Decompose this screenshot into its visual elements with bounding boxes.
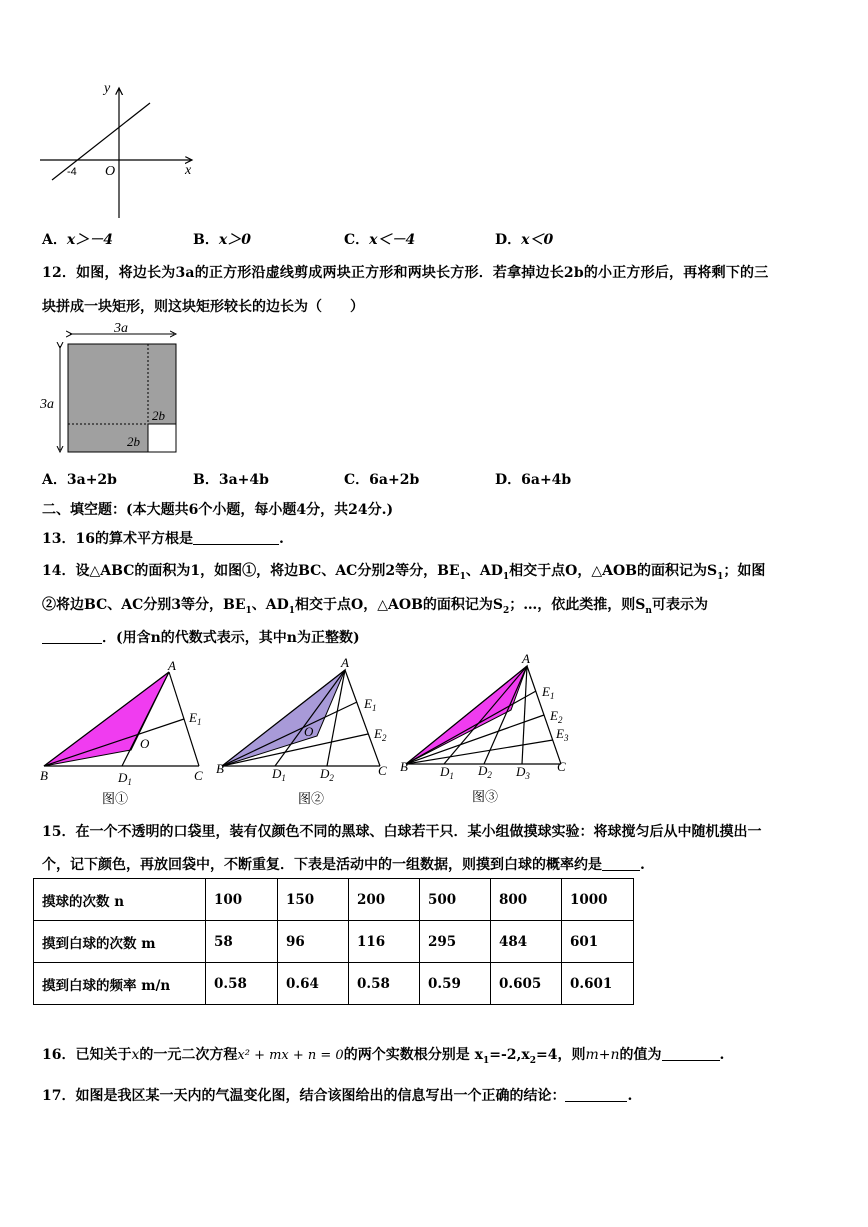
answer-blank <box>602 856 640 871</box>
table-cell: 100 <box>206 879 278 921</box>
point-e1: $E_1$ <box>189 710 202 727</box>
q11-option-d: D．x＜0 <box>495 232 554 248</box>
q12-line1: 12．如图，将边长为3a的正方形沿虚线剪成两块正方形和两块长方形．若拿掉边长2b的小正方形后，再将剩下的三 <box>42 265 769 281</box>
q17: 17．如图是我区某一天内的气温变化图，结合该图给出的信息写出一个正确的结论： . <box>42 1088 633 1104</box>
vertex-b: B <box>216 761 224 776</box>
q13: 13．16的算术平方根是 . <box>42 531 284 547</box>
point-e2: $E_2$ <box>550 708 563 725</box>
q15-table <box>33 878 634 1005</box>
q14-line2: ②将边BC、AC分别3等分，$BE_1$、$AD_1$相交于点O，△AOB的面积记为$S_2$；…，依此类推，则$S_n$可表示为 <box>42 597 708 616</box>
point-e1: $E_1$ <box>542 684 555 701</box>
q12-figure <box>36 318 186 458</box>
table-cell: 800 <box>491 879 562 921</box>
caption-fig3: 图③ <box>472 789 499 804</box>
section-heading: 二、填空题：(本大题共6个小题，每小题4分，共24分.) <box>42 502 394 518</box>
q14-line3: ．(用含n的代数式表示，其中n为正整数) <box>42 627 360 647</box>
table-row <box>34 879 634 921</box>
table-cell: 484 <box>491 921 562 963</box>
q14-figure-3 <box>396 650 576 805</box>
table-cell: 0.605 <box>491 963 562 1005</box>
point-o: O <box>304 724 314 739</box>
table-cell: 0.64 <box>278 963 349 1005</box>
answer-blank <box>42 629 102 644</box>
table-row <box>34 963 634 1005</box>
point-o: O <box>140 736 150 751</box>
y-axis-label: y <box>104 81 111 96</box>
point-d3: $D_3$ <box>516 764 530 781</box>
table-cell: 0.59 <box>420 963 491 1005</box>
q16: 16．已知关于x的一元二次方程x² + mx + n = 0的两个实数根分别是 $x_1=-2,x_2=4$，则m+n的值为 . <box>42 1047 725 1066</box>
point-d1: $D_1$ <box>440 764 454 781</box>
table-cell: 200 <box>349 879 420 921</box>
table-cell: 摸到白球的次数 m <box>34 921 206 963</box>
top-label: 3a <box>114 321 128 336</box>
q12-option-c: C．6a+2b <box>344 472 420 488</box>
q11-option-a: A．x＞－4 <box>42 232 113 248</box>
point-d1: $D_1$ <box>272 766 286 783</box>
x-axis-label: x <box>185 163 192 178</box>
caption-fig1: 图① <box>102 791 129 806</box>
vertex-a: A <box>168 658 176 673</box>
table-cell: 295 <box>420 921 491 963</box>
vertex-a: A <box>522 651 530 666</box>
q12-option-a: A．3a+2b <box>42 472 117 488</box>
q14-line1: 14．设△ABC的面积为1，如图①，将边BC、AC分别2等分，$BE_1$、$AD_1$相交于点O，△AOB的面积记为$S_1$；如图 <box>42 563 766 582</box>
table-cell: 500 <box>420 879 491 921</box>
table-cell: 601 <box>562 921 634 963</box>
table-cell: 摸球的次数 n <box>34 879 206 921</box>
vertex-c: C <box>194 768 203 783</box>
q12-option-b: B．3a+4b <box>193 472 269 488</box>
point-d2: $D_2$ <box>478 763 492 780</box>
table-row <box>34 921 634 963</box>
vertex-b: B <box>400 759 408 774</box>
point-d1: $D_1$ <box>118 770 132 787</box>
table-cell: 1000 <box>562 879 634 921</box>
table-cell: 116 <box>349 921 420 963</box>
q15-line2: 个，记下颜色，再放回袋中，不断重复．下表是活动中的一组数据，则摸到白球的概率约是 . <box>42 857 645 873</box>
table-cell: 0.58 <box>206 963 278 1005</box>
caption-fig2: 图② <box>298 791 325 806</box>
table-cell: 58 <box>206 921 278 963</box>
vertex-c: C <box>378 763 387 778</box>
table-cell: 摸到白球的频率 m/n <box>34 963 206 1005</box>
point-e3: $E_3$ <box>556 726 569 743</box>
answer-blank <box>662 1046 720 1061</box>
small-right-label: 2b <box>152 408 165 423</box>
point-e1: $E_1$ <box>364 696 377 713</box>
vertex-a: A <box>341 655 349 670</box>
answer-blank <box>565 1087 627 1102</box>
intercept-label: -4 <box>67 166 77 178</box>
q12-option-d: D．6a+4b <box>495 472 572 488</box>
answer-blank <box>193 530 279 545</box>
q11-option-c: C．x＜－4 <box>344 232 416 248</box>
table-cell: 0.58 <box>349 963 420 1005</box>
q14-figure-2 <box>212 652 402 807</box>
q15-line1: 15．在一个不透明的口袋里，装有仅颜色不同的黑球、白球若干只．某小组做摸球实验：将球搅匀后从中随机摸出一 <box>42 824 762 840</box>
q12-line2: 块拼成一块矩形，则这块矩形较长的边长为（ ） <box>42 299 364 315</box>
left-label: 3a <box>40 397 54 412</box>
small-bottom-label: 2b <box>127 434 140 449</box>
q11-option-b: B．x＞0 <box>193 232 251 248</box>
table-cell: 150 <box>278 879 349 921</box>
point-d2: $D_2$ <box>320 766 334 783</box>
table-cell: 0.601 <box>562 963 634 1005</box>
vertex-c: C <box>557 759 566 774</box>
origin-label: O <box>105 164 116 179</box>
q11-graph <box>38 78 198 220</box>
table-cell: 96 <box>278 921 349 963</box>
point-e2: $E_2$ <box>374 726 387 743</box>
q14-figure-1 <box>36 656 221 806</box>
vertex-b: B <box>40 768 48 783</box>
